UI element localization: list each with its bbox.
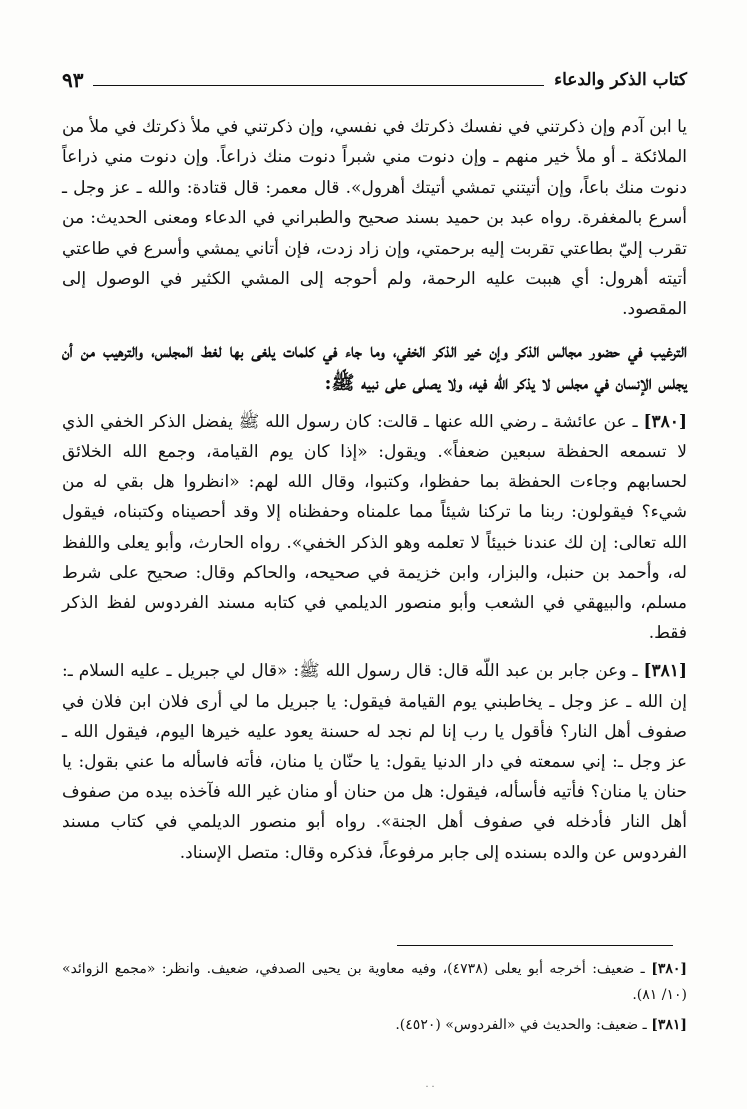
footnote-text: ـ ضعيف: والحديث في «الفردوس» (٤٥٢٠). xyxy=(395,1017,652,1033)
scan-smudge: ˙˙ xyxy=(424,1084,436,1098)
footnote-number: [٣٨٠] xyxy=(651,961,687,977)
footnote-number: [٣٨١] xyxy=(651,1017,687,1033)
hadith-number: [٣٨١] xyxy=(643,661,687,682)
hadith-381 xyxy=(62,656,687,867)
main-text xyxy=(62,112,687,868)
chapter-title: كتاب الذكر والدعاء xyxy=(554,70,687,90)
section-heading: الترغيب في حضور مجالس الذكر وإن خير الذكر الخفي، وما جاء في كلمات يلغى بها لغط المجلس، والترهيب من أن يجلس الإنسان في مجلس لا يذكر الله فيه، ولا يصلى على نبيه ﷺ: xyxy=(62,339,687,394)
page-number: ٩٣ xyxy=(62,68,84,92)
hadith-380 xyxy=(62,407,687,649)
hadith-text: ـ عن عائشة ـ رضي الله عنها ـ قالت: كان رسول الله ﷺ يفضل الذكر الخفي الذي لا تسمعه الحفظة سبعين ضعفاً». ويقول: «إذا كان يوم القيامة، وجمع الله الخلائق لحسابهم وجاءت الحفظة بما حفظوا، وكتبوا، وقال الله لهم: «انظروا هل بقي له من شيء؟ فيقولون: ربنا ما تركنا شيئاً مما علمناه وحفظناه إلا وقد أحصيناه وكتبناه، فيقول الله تعالى: إن لك عندنا خبيئاً لا تعلمه وهو الذكر الخفي». رواه الحارث، وأبو يعلى واللفظ له، وأحمد بن حنبل، والبزار، وابن خزيمة في صحيحه، والحاكم وقال: صحيح على شرط مسلم، والبيهقي في الشعب وأبو منصور الديلمي في كتابه مسند الفردوس لفظ الذكر فقط. xyxy=(62,411,687,644)
hadith-text: ـ وعن جابر بن عبد اللّه قال: قال رسول الله ﷺ: «قال لي جبريل ـ عليه السلام ـ: إن الله ـ عز وجل ـ يخاطبني يوم القيامة فيقول: يا جبريل ما لي أرى فلان ابن فلان في صفوف أهل النار؟ فأقول يا رب إنا لم نجد له حسنة يعود عليه خيرها اليوم، فيقول الله ـ عز وجل ـ: إني سمعته في دار الدنيا يقول: يا حنّان يا منان، فأته فاسأله ما عني بقول: يا حنان يا منان؟ فأتيه فأسأله، فيقول: هل من حنان أو منان غير الله فآخذه بيده من صفوف أهل النار فأدخله في صفوف أهل الجنة». رواه أبو منصور الديلمي في كتاب مسند الفردوس عن والده بسنده إلى جابر مرفوعاً، فذكره وقال: متصل الإسناد. xyxy=(62,661,687,863)
intro-paragraph: يا ابن آدم وإن ذكرتني في نفسك ذكرتك في نفسي، وإن ذكرتني في ملأ ذكرتك في ملأ من الملائكة ـ أو ملأ خير منهم ـ وإن دنوت مني شبراً دنوت منك ذراعاً. وإن دنوت مني ذراعاً دنوت منك باعاً، وإن أتيتني تمشي أتيتك أهرول». قال معمر: قال قتادة: والله ـ عز وجل ـ أسرع بالمغفرة. رواه عبد بن حميد بسند صحيح والطبراني في الدعاء ومعنى الحديث: من تقرب إليّ بطاعتي تقربت إليه برحمتي، وإن زاد زدت، فإن أتاني يمشي وأسرع في طاعتي أتيته أهرول: أي هببت عليه الرحمة، ولم أحوجه إلى المشي الكثير في الوصول إلى المقصود. xyxy=(62,117,687,320)
running-header xyxy=(62,66,687,94)
hadith-number: [٣٨٠] xyxy=(643,411,687,432)
footnote-380 xyxy=(62,956,687,1008)
footnote-text: ـ ضعيف: أخرجه أبو يعلى (٤٧٣٨)، وفيه معاوية بن يحيى الصدفي، ضعيف. وانظر: «مجمع الزوائد» (١٠/ ٨١). xyxy=(62,961,687,1003)
footnotes xyxy=(62,956,687,1038)
footnote-separator xyxy=(397,945,673,946)
header-rule xyxy=(93,85,544,86)
footnote-381 xyxy=(62,1012,687,1038)
